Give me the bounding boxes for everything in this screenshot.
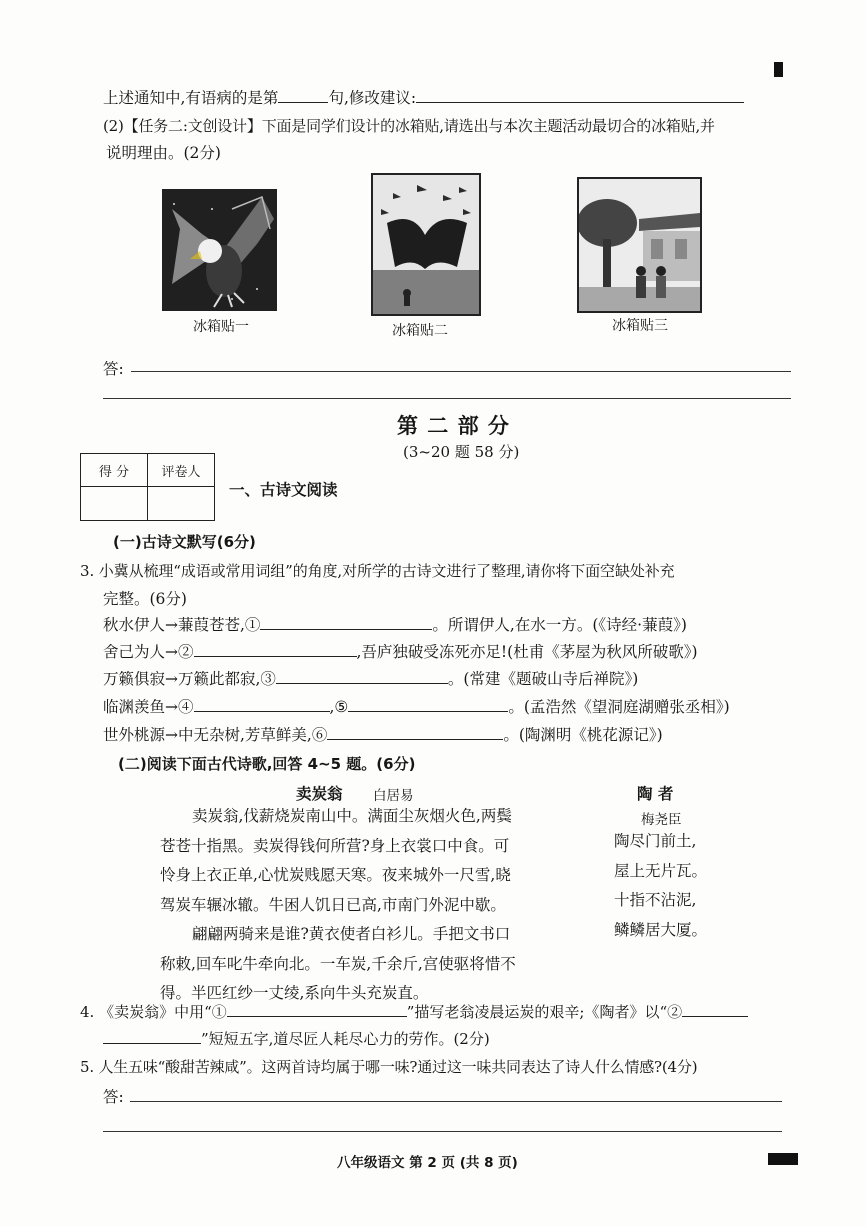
q4-blank-1[interactable] bbox=[227, 1000, 407, 1017]
notice-text-a: 上述通知中,有语病的是第 bbox=[103, 89, 279, 107]
poem2-body bbox=[614, 827, 707, 945]
q4-mid: ”描写老翁凌晨运炭的艰辛;《陶者》以“② bbox=[406, 1003, 683, 1021]
birds-book-icon bbox=[373, 175, 479, 314]
q3-row1-prefix: 秋水伊人→蒹葭苍苍,① bbox=[103, 616, 261, 634]
poem1-line: 卖炭翁,伐薪烧炭南山中。满面尘灰烟火色,两鬓 bbox=[192, 807, 512, 825]
poem1-line: 驾炭车辗冰辙。牛困人饥日已高,市南门外泥中歇。 bbox=[160, 895, 506, 914]
answer-label: 答: bbox=[103, 360, 124, 378]
score-cell bbox=[81, 487, 148, 521]
notice-text-b: 句,修改建议: bbox=[328, 89, 417, 107]
sticker-three-caption: 冰箱贴三 bbox=[612, 318, 668, 334]
corner-registration-mark bbox=[774, 62, 783, 77]
q3-row4-prefix: 临渊羡鱼→④ bbox=[103, 698, 194, 716]
poem2-line: 鳞鳞居大厦。 bbox=[614, 920, 708, 939]
q3-row4 bbox=[103, 695, 730, 718]
q3-row2 bbox=[103, 640, 698, 663]
q3-row5-prefix: 世外桃源→中无杂树,芳草鲜美,⑥ bbox=[103, 726, 328, 744]
q3-row1 bbox=[103, 613, 687, 636]
subsection2-title: (二)阅读下面古代诗歌,回答 4~5 题。(6分) bbox=[118, 755, 416, 773]
revision-suggestion-blank[interactable] bbox=[416, 86, 744, 103]
poem1-title: 卖炭翁 bbox=[296, 785, 343, 803]
q4-line1 bbox=[80, 1000, 748, 1023]
score-header: 得 分 bbox=[81, 454, 148, 487]
poem1-body bbox=[160, 802, 560, 1009]
section1-title: 一、古诗文阅读 bbox=[229, 481, 338, 499]
courtyard-tree-icon bbox=[579, 179, 700, 311]
part2-subtitle: (3~20 题 58 分) bbox=[403, 443, 520, 461]
sticker-one-image bbox=[162, 189, 277, 311]
eagle-icon bbox=[162, 189, 277, 311]
q5-answer-label: 答: bbox=[103, 1088, 124, 1106]
sticker-two-caption: 冰箱贴二 bbox=[392, 323, 448, 339]
poem1-line: 称敕,回车叱牛牵向北。一车炭,千余斤,宫使驱将惜不 bbox=[160, 954, 516, 973]
poem1-line: 苍苍十指黑。卖炭得钱何所营?身上衣裳口中食。可 bbox=[160, 836, 510, 855]
q3-line1: 3. 小冀从梳理“成语或常用词组”的角度,对所学的古诗文进行了整理,请你将下面空缺处补充 bbox=[80, 562, 675, 580]
q5-answer-line-2[interactable] bbox=[103, 1131, 782, 1132]
grader-header: 评卷人 bbox=[148, 454, 215, 487]
poem1-line: 翩翩两骑来是谁?黄衣使者白衫儿。手把文书口 bbox=[192, 925, 511, 943]
q3-row4-suffix: 。(孟浩然《望洞庭湖赠张丞相》) bbox=[508, 698, 730, 716]
q3-row5 bbox=[103, 723, 663, 746]
sentence-number-blank[interactable] bbox=[278, 86, 328, 103]
q5-line: 5. 人生五味“酸甜苦辣咸”。这两首诗均属于哪一味?通过这一味共同表达了诗人什么情感?(4分) bbox=[80, 1058, 698, 1076]
blank-4[interactable] bbox=[194, 695, 330, 712]
poem2-line: 陶尽门前土, bbox=[614, 832, 697, 850]
sticker-one-caption: 冰箱贴一 bbox=[193, 319, 249, 335]
answer-line-2[interactable] bbox=[103, 398, 791, 399]
page-footer: 八年级语文 第 2 页 (共 8 页) bbox=[337, 1155, 518, 1171]
poem1-author: 白居易 bbox=[373, 788, 414, 804]
q4-prefix: 4. 《卖炭翁》中用“① bbox=[80, 1003, 227, 1021]
q4-blank-2a[interactable] bbox=[682, 1000, 748, 1017]
q3-line2: 完整。(6分) bbox=[103, 590, 187, 608]
poem2-title: 陶 者 bbox=[637, 785, 674, 803]
task2-line2: 说明理由。(2分) bbox=[106, 144, 221, 162]
q3-row4-mid: ,⑤ bbox=[329, 698, 349, 716]
blank-1[interactable] bbox=[260, 613, 432, 630]
poem1-line: 怜身上衣正单,心忧炭贱愿天寒。夜来城外一尺雪,晓 bbox=[160, 866, 511, 884]
blank-5[interactable] bbox=[348, 695, 508, 712]
q3-row3-suffix: 。(常建《题破山寺后禅院》) bbox=[447, 670, 639, 688]
q3-row2-prefix: 舍己为人→② bbox=[103, 643, 194, 661]
q3-row2-suffix: ,吾庐独破受冻死亦足!(杜甫《茅屋为秋风所破歌》) bbox=[356, 643, 698, 661]
q4-suffix: ”短短五字,道尽匠人耗尽心力的劳作。(2分) bbox=[201, 1030, 490, 1048]
task2-line1: (2)【任务二:文创设计】下面是同学们设计的冰箱贴,请选出与本次主题活动最切合的冰箱贴,并 bbox=[103, 117, 715, 135]
corner-registration-mark bbox=[768, 1153, 798, 1165]
blank-3[interactable] bbox=[276, 667, 448, 684]
sticker-two-image bbox=[371, 173, 481, 316]
poem2-author: 梅尧臣 bbox=[641, 812, 682, 828]
q3-row1-suffix: 。所谓伊人,在水一方。(《诗经·蒹葭》) bbox=[432, 616, 687, 634]
q3-row3-prefix: 万籁俱寂→万籁此都寂,③ bbox=[103, 670, 276, 688]
score-box bbox=[80, 453, 215, 521]
poem2-line: 屋上无片瓦。 bbox=[614, 861, 708, 880]
q3-row5-suffix: 。(陶渊明《桃花源记》) bbox=[503, 726, 663, 744]
poem1-line: 得。半匹红纱一丈绫,系向牛头充炭直。 bbox=[160, 984, 429, 1002]
poem2-line: 十指不沾泥, bbox=[614, 891, 697, 909]
part2-title: 第 二 部 分 bbox=[397, 414, 510, 438]
grader-cell bbox=[148, 487, 215, 521]
subsection1-title: (一)古诗文默写(6分) bbox=[113, 533, 256, 551]
blank-6[interactable] bbox=[327, 723, 503, 740]
answer-line-1[interactable] bbox=[131, 371, 791, 372]
q5-answer-line-1[interactable] bbox=[130, 1101, 782, 1102]
sticker-three-image bbox=[577, 177, 702, 313]
notice-question-line bbox=[103, 86, 744, 109]
q4-line2 bbox=[103, 1027, 490, 1050]
q3-row3 bbox=[103, 667, 638, 690]
blank-2[interactable] bbox=[194, 640, 357, 657]
q4-blank-2b[interactable] bbox=[103, 1027, 201, 1044]
